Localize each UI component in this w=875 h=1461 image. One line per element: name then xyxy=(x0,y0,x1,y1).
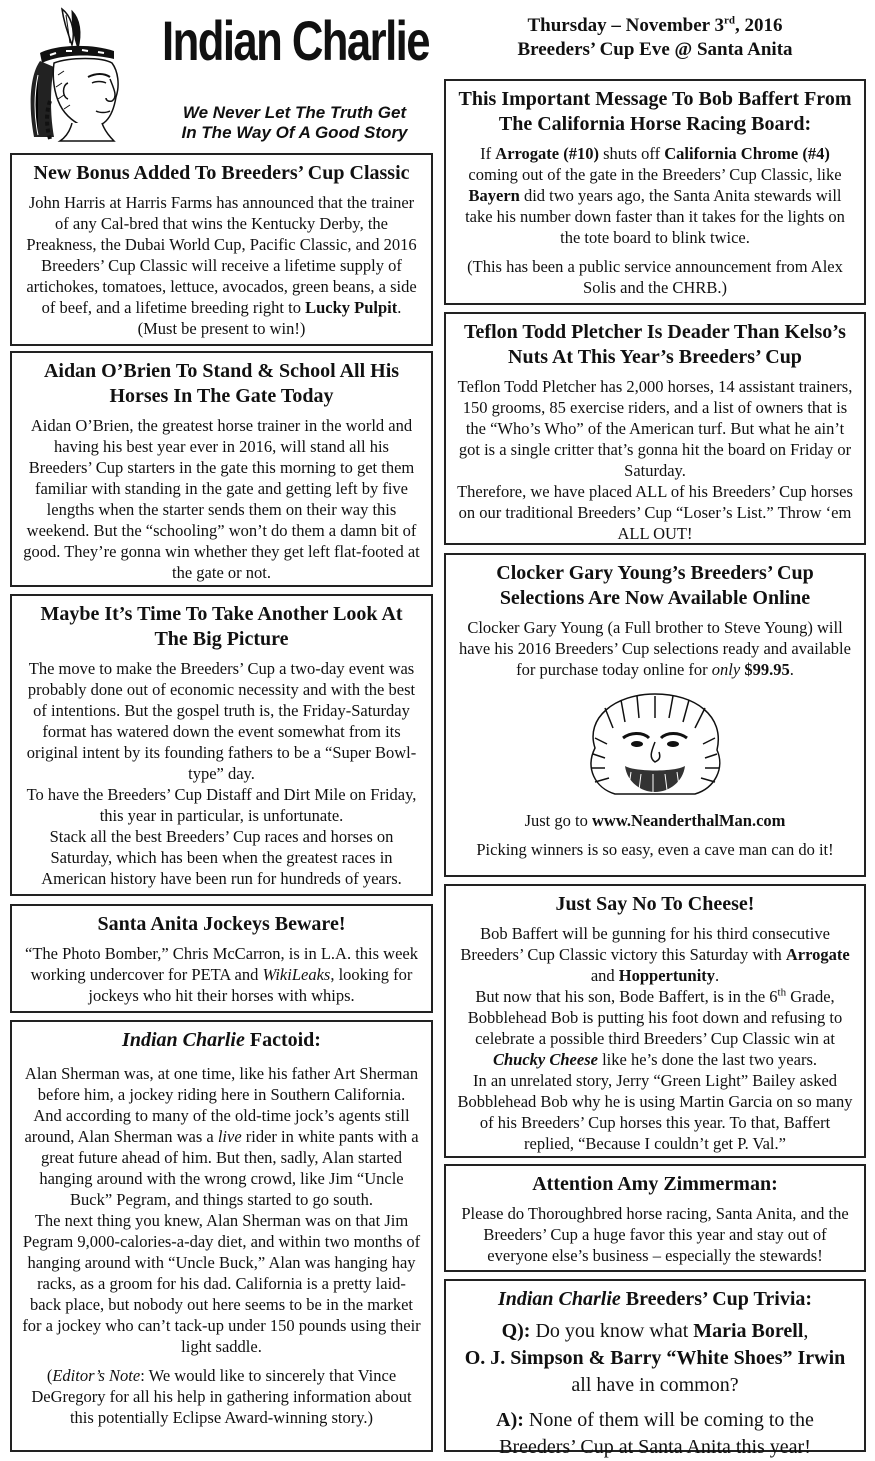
article-title: This Important Message To Bob Baffert From The California Horse Racing Board: xyxy=(458,88,852,135)
body-text: shuts off xyxy=(598,144,665,163)
answer-text: None of them will be coming to the Breeders’ Cup at Santa Anita this year! xyxy=(499,1409,814,1458)
barry-irwin-name: Barry “White Shoes” Irwin xyxy=(610,1347,846,1369)
question-text: Do you know what xyxy=(530,1320,694,1342)
article-title: Aidan O’Brien To Stand & School All His Horses In The Gate Today xyxy=(43,360,400,407)
body-text: “The Photo Bomber,” Chris McCarron, is in L.A. this week working undercover for PETA and xyxy=(25,944,418,984)
chucky-cheese-name: Chucky Cheese xyxy=(493,1050,598,1069)
article-title: Clocker Gary Young’s Breeders’ Cup Selections Are Now Available Online xyxy=(496,562,814,609)
article-title: New Bonus Added To Breeders’ Cup Classic xyxy=(33,162,410,184)
title-italic: Indian Charlie xyxy=(497,1288,621,1310)
trivia-answer xyxy=(456,1407,854,1461)
dateline-year: , 2016 xyxy=(735,15,783,36)
goto-text: Just go to xyxy=(524,811,592,830)
article-paragraph-3: Stack all the best Breeders’ Cup races and horses on Saturday, which has been when the greatest races in American history have been run for hundreds of years. xyxy=(41,827,402,888)
body-text-end: rider in white pants with a great future ahead of him. But then, sadly, Alan started hanging around with the wrong crowd, like Jim “Uncle Buck” Pegram, and things started to go south. xyxy=(39,1127,419,1209)
dateline-day: Thursday – November 3 xyxy=(527,15,725,36)
body-text: Clocker Gary Young (a Full brother to Steve Young) will have his 2016 Breeders’ Cup selections ready and available for purchase today online for xyxy=(459,618,851,679)
article-title: Santa Anita Jockeys Beware! xyxy=(97,913,346,935)
body-text: But now that his son, Bode Baffert, is in the 6 xyxy=(475,987,778,1006)
masthead-tagline xyxy=(162,103,427,143)
and-text: and xyxy=(590,966,619,985)
article-title: Attention Amy Zimmerman: xyxy=(532,1173,778,1195)
comma: , xyxy=(803,1320,809,1342)
article-body xyxy=(456,143,854,248)
california-chrome-name: California Chrome (#4) xyxy=(664,144,830,163)
ampersand: & xyxy=(583,1347,611,1369)
question-label: Q): xyxy=(501,1320,531,1342)
website-link[interactable]: www.NeanderthalMan.com xyxy=(591,811,786,830)
lucky-pulpit-name: Lucky Pulpit xyxy=(305,298,398,317)
article-paragraph-2: Therefore, we have placed ALL of his Breeders’ Cup horses on our traditional Breeders’ Cup “Loser’s List.” Throw ‘em ALL OUT! xyxy=(457,482,853,543)
question-end: all have in common? xyxy=(571,1374,739,1396)
article-paragraph-1: The move to make the Breeders’ Cup a two-day event was probably done out of economic necessity and with the best of intentions. But the gospel truth is, the Friday-Saturday format has watered down the event somewhat from its original intent by its founding fathers to be a “Super Bowl-type” day. xyxy=(26,659,417,783)
grade-suffix: th xyxy=(777,986,787,999)
editors-note xyxy=(22,1365,421,1428)
hoppertunity-name: Hoppertunity xyxy=(618,966,716,985)
body-text: John Harris at Harris Farms has announced that the trainer of any Cal-bred that wins the Kentucky Derby, the Preakness, the Dubai World Cup, Pacific Classic, and 2016 Breeders’ Cup Classic will receive a lifetime supply of artichokes, tomatoes, lettuce, avocados, green beans, a side of beef, and a lifetime breeding right to xyxy=(26,193,417,317)
article-trivia xyxy=(444,1279,866,1458)
article-title: Maybe It’s Time To Take Another Look At The Big Picture xyxy=(40,603,403,650)
article-amy-zimmerman xyxy=(444,1164,866,1272)
title-rest: Factoid: xyxy=(244,1029,321,1051)
article-jockeys-beware xyxy=(10,904,433,1013)
article-paragraph-2 xyxy=(456,986,854,1070)
article-body: Aidan O’Brien, the greatest horse trainer in the world and having his best year ever in 2016, will stand all his Breeders’ Cup starters in the gate this morning to get them familiar with standing in the gate and getting left by five lengths when the starter sends them on their way this weekend. But the “schooling” won’t do them a damn bit of good. They’re gonna win whether they get left flat-footed at the gate or not. xyxy=(23,416,420,582)
article-title xyxy=(456,1287,854,1312)
masthead-tagline-line-2: In The Way Of A Good Story xyxy=(181,123,408,142)
body-text: If xyxy=(480,144,496,163)
dateline xyxy=(444,14,866,62)
article-body xyxy=(22,943,421,1006)
note-open: ( xyxy=(46,1366,53,1385)
arrogate-name: Arrogate xyxy=(785,945,850,964)
masthead xyxy=(10,5,433,147)
article-baffert-message xyxy=(444,79,866,305)
article-pletcher xyxy=(444,312,866,545)
article-paragraph-1: Teflon Todd Pletcher has 2,000 horses, 14 assistant trainers, 150 grooms, 85 exercise riders, and a list of owners that is the “Who’s Who” of the American turf. But what he ain’t got is a single critter that’s gonna hit the board on Friday or Saturday. xyxy=(457,377,853,480)
caveman-face-icon xyxy=(565,688,745,798)
article-paragraph-1 xyxy=(456,923,854,986)
bayern-name: Bayern xyxy=(468,186,520,205)
arrogate-name: Arrogate (#10) xyxy=(495,144,599,163)
article-paragraph-3: In an unrelated story, Jerry “Green Light” Bailey asked Bobblehead Bob why he is using Martin Garcia on so many of his Breeders’ Cup horses this year. To that, Baffert replied, “Because I couldn’t get P. Val.” xyxy=(457,1071,853,1153)
body-text-end: , looking for jockeys who hit their horses with whips. xyxy=(88,965,413,1005)
body-text-end: like he’s done the last two years. xyxy=(597,1050,817,1069)
article-title xyxy=(22,1028,421,1053)
body-text: Alan Sherman was, at one time, like his father Art Sherman before him, a jockey riding here in Southern California. And according to many of the old-time jock’s agents still around, Alan Sherman was a xyxy=(24,1064,419,1146)
article-paragraph-2: To have the Breeders’ Cup Distaff and Dirt Mile on Friday, this year in particular, is unfortunate. xyxy=(26,785,417,825)
dateline-event: Breeders’ Cup Eve @ Santa Anita xyxy=(517,39,793,60)
oj-simpson-name: O. J. Simpson xyxy=(464,1347,584,1369)
note-text: : We would like to sincerely that Vince DeGregory for all his help in gathering information about this potentially Eclipse Award-winning story.) xyxy=(31,1366,412,1427)
article-new-bonus xyxy=(10,153,433,346)
article-body xyxy=(456,617,854,680)
body-text: coming out of the gate in the Breeders’ Cup Classic, like xyxy=(468,165,842,184)
price: $99.95 xyxy=(744,660,790,679)
article-no-cheese xyxy=(444,884,866,1158)
website-line xyxy=(456,810,854,831)
maria-borell-name: Maria Borell xyxy=(693,1320,804,1342)
masthead-tagline-line-1: We Never Let The Truth Get xyxy=(182,103,407,122)
psa-note: (This has been a public service announcement from Alex Solis and the CHRB.) xyxy=(467,257,843,297)
indian-chief-logo-icon xyxy=(10,5,160,145)
answer-label: A): xyxy=(496,1409,524,1431)
article-paragraph-1 xyxy=(22,1063,421,1210)
body-text: Bob Baffert will be gunning for his third consecutive Breeders’ Cup Classic victory this Saturday with xyxy=(460,924,830,964)
article-factoid xyxy=(10,1020,433,1452)
article-title: Just Say No To Cheese! xyxy=(555,893,755,915)
title-rest: Breeders’ Cup Trivia: xyxy=(620,1288,813,1310)
period: . xyxy=(715,966,720,985)
article-obrien xyxy=(10,351,433,587)
article-clocker xyxy=(444,553,866,877)
period: . xyxy=(789,660,794,679)
article-title: Teflon Todd Pletcher Is Deader Than Kelso’s Nuts At This Year’s Breeders’ Cup xyxy=(464,321,846,368)
article-paragraph-2: The next thing you knew, Alan Sherman was on that Jim Pegram 9,000-calories-a-day diet, and within two months of hanging around with “Uncle Buck,” Alan was hanging hay racks, as a groom for his dad. California is a pretty laid-back place, but nobody out here seems to be in the market for a jockey who can’t tack-up under 150 pounds using their light saddle. xyxy=(22,1211,421,1356)
note-label: Editor’s Note xyxy=(52,1366,141,1385)
masthead-title: Indian Charlie xyxy=(162,9,429,72)
article-body: Please do Thoroughbred horse racing, Santa Anita, and the Breeders’ Cup a huge favor this year and stay out of everyone else’s business – especially the stewards! xyxy=(461,1204,849,1265)
cave-man-tagline: Picking winners is so easy, even a cave man can do it! xyxy=(476,840,834,859)
title-italic: Indian Charlie xyxy=(122,1029,245,1051)
article-body xyxy=(22,192,421,339)
only-italic: only xyxy=(711,660,741,679)
body-text-end: did two years ago, the Santa Anita stewards will take his number down faster than it takes for the lights on the tote board to blink twice. xyxy=(465,186,845,247)
live-italic: live xyxy=(217,1127,242,1146)
body-text-end: . (Must be present to win!) xyxy=(137,298,402,338)
dateline-date xyxy=(444,14,866,38)
dateline-suffix: rd xyxy=(724,14,736,27)
article-big-picture xyxy=(10,594,433,896)
trivia-question xyxy=(456,1318,854,1399)
wikileaks-name: WikiLeaks xyxy=(262,965,331,984)
body-text: Grade, Bobblehead Bob is putting his foot down and refusing to celebrate a possible third Breeders’ Cup Classic win at xyxy=(467,987,843,1048)
